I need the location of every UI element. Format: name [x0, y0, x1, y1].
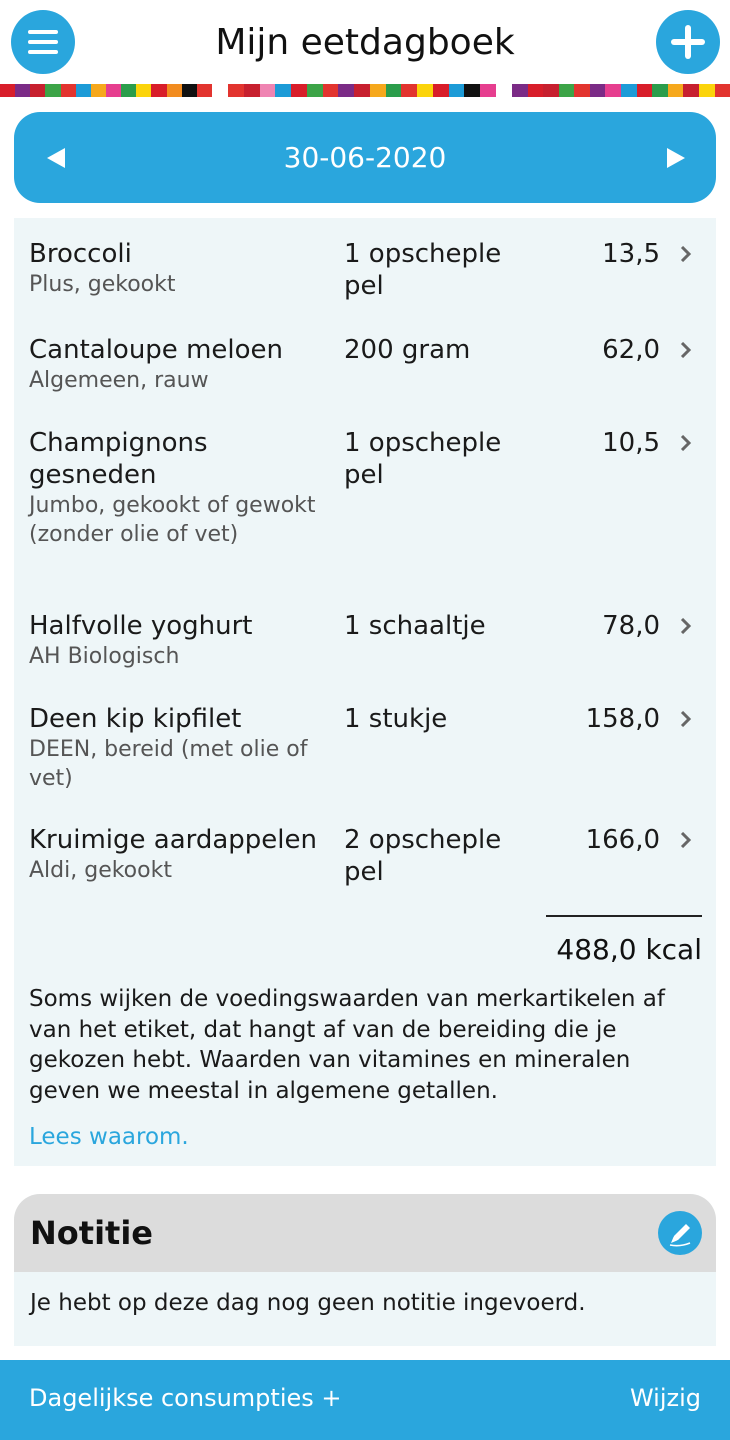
food-name: Cantaloupe meloen	[29, 335, 283, 365]
chevron-right-icon	[678, 435, 694, 451]
chevron-right-icon	[678, 342, 694, 358]
bottom-bar	[0, 1360, 730, 1440]
food-kcal: 166,0	[585, 825, 660, 855]
read-more-link[interactable]: Lees waarom.	[29, 1124, 189, 1150]
date-navigator	[14, 112, 716, 203]
list-item[interactable]	[14, 427, 716, 577]
decorative-color-strip	[0, 84, 212, 97]
food-quantity: 1 stukje	[344, 704, 448, 734]
food-kcal: 13,5	[602, 239, 660, 269]
total-divider	[546, 915, 702, 917]
food-description: DEEN, bereid (met olie of vet)	[29, 737, 308, 791]
chevron-right-icon	[678, 832, 694, 848]
food-quantity: 1 schaaltje	[344, 611, 486, 641]
food-name: Broccoli	[29, 239, 132, 269]
list-item[interactable]	[14, 238, 716, 318]
chevron-right-icon	[678, 618, 694, 634]
food-description: AH Biologisch	[29, 644, 180, 669]
plus-icon	[671, 25, 705, 59]
note-title: Notitie	[30, 1214, 153, 1252]
total-kcal: 488,0 kcal	[556, 933, 702, 966]
food-name: Deen kip kipfilet	[29, 704, 242, 734]
food-description: Plus, gekookt	[29, 272, 176, 297]
pencil-icon	[658, 1211, 702, 1255]
food-description: Aldi, gekookt	[29, 858, 172, 883]
page-title: Mijn eetdagboek	[215, 22, 515, 63]
food-quantity: 1 opscheple pel	[344, 239, 502, 301]
list-item[interactable]	[14, 703, 716, 795]
note-header	[14, 1194, 716, 1272]
food-kcal: 62,0	[602, 335, 660, 365]
edit-button[interactable]: Wijzig	[629, 1384, 701, 1412]
food-quantity: 2 opscheple pel	[344, 825, 502, 887]
note-empty-text: Je hebt op deze dag nog geen notitie ingevoerd.	[30, 1290, 586, 1316]
food-diary-list	[14, 218, 716, 1166]
triangle-left-icon[interactable]	[47, 148, 65, 168]
list-item[interactable]	[14, 334, 716, 396]
food-kcal: 10,5	[602, 428, 660, 458]
decorative-color-strip	[512, 84, 730, 97]
list-item[interactable]	[14, 824, 716, 894]
nutrition-disclaimer: Soms wijken de voedingswaarden van merkartikelen af van het etiket, dat hangt af van de bereiding die je gekozen hebt. Waarden van vitamines en mineralen geven we meestal in algemene getallen.	[29, 986, 665, 1104]
add-entry-button[interactable]	[656, 10, 720, 74]
edit-note-button[interactable]	[658, 1211, 702, 1255]
food-quantity: 200 gram	[344, 335, 471, 365]
app-header	[0, 0, 730, 86]
food-name: Kruimige aardappelen	[29, 825, 317, 855]
chevron-right-icon	[678, 246, 694, 262]
food-kcal: 158,0	[585, 704, 660, 734]
food-description: Algemeen, rauw	[29, 368, 209, 393]
food-kcal: 78,0	[602, 611, 660, 641]
chevron-right-icon	[678, 711, 694, 727]
food-name: Champignons gesneden	[29, 428, 208, 490]
food-description: Jumbo, gekookt of gewokt (zonder olie of vet)	[29, 493, 316, 547]
current-date[interactable]: 30-06-2020	[283, 141, 447, 174]
list-item[interactable]	[14, 610, 716, 672]
note-card	[14, 1194, 716, 1346]
triangle-right-icon[interactable]	[667, 148, 685, 168]
daily-consumptions-button[interactable]: Dagelijkse consumpties +	[29, 1384, 342, 1412]
food-name: Halfvolle yoghurt	[29, 611, 253, 641]
decorative-color-strip	[228, 84, 496, 97]
food-quantity: 1 opscheple pel	[344, 428, 502, 490]
